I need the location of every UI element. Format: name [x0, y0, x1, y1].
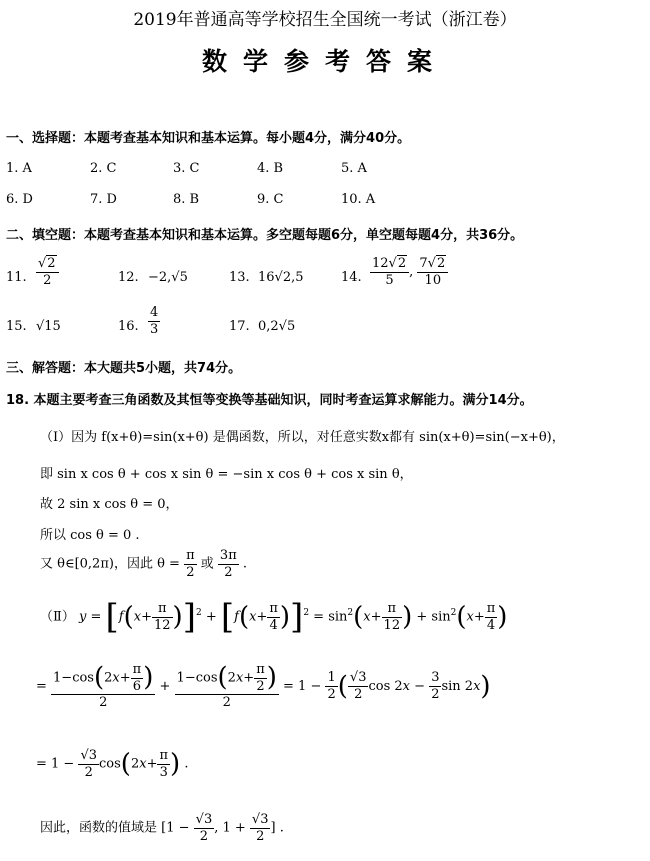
fill-answer-15: √15 — [36, 319, 61, 334]
section1-heading: 一、选择题：本题考查基本知识和基本运算。每小题4分，满分40分。 — [6, 131, 411, 146]
solution-line-1: （I）因为 f(x+θ)=sin(x+θ) 是偶函数，所以，对任意实数x都有 sin(x+θ)=sin(−x+θ)， — [40, 430, 565, 445]
fill-label-12: 12. — [118, 270, 139, 285]
solution-line-5: 又 θ∈[0,2π)，因此 θ = $\frac{\pi}{2}$ 或 $\frac{3\pi}{2}$ . — [40, 548, 248, 580]
answer-2: 2. C — [90, 161, 117, 176]
fill-label-16: 16. — [118, 319, 139, 334]
answer-6: 6. D — [6, 192, 33, 207]
fill-label-11: 11. — [6, 270, 27, 285]
answer-3: 3. C — [173, 161, 200, 176]
answer-4: 4. B — [257, 161, 284, 176]
answer-1: 1. A — [6, 161, 32, 176]
fill-label-15: 15. — [6, 319, 27, 334]
question18-heading: 18. 本题主要考查三角函数及其恒等变换等基础知识，同时考查运算求解能力。满分14分。 — [6, 393, 533, 408]
fill-answer-12: −2,√5 — [148, 270, 188, 285]
answer-10: 10. A — [341, 192, 376, 207]
document-title: 2019年普通高等学校招生全国统一考试（浙江卷） — [133, 10, 517, 30]
section2-heading: 二、填空题：本题考查基本知识和基本运算。多空题每题6分，单空题每题4分，共36分。 — [6, 228, 524, 243]
solution-line-6: （Ⅱ） y = [f(x+ $\frac{\pi}{12}$ )]$^2$ + [f(x+ $\frac{\pi}{4}$ )]$^2 = \sin^2(x+$ $\frac{\pi}{12}$ ) + $\sin^2(x+$ $\frac{\pi}{4}$ ) — [40, 597, 508, 637]
fill-answer-16: $\frac{4}{3}$ — [150, 305, 159, 337]
fill-answer-13: 16√2,5 — [258, 270, 304, 285]
solution-line-4: 所以 cos θ = 0 . — [40, 528, 140, 543]
fill-label-17: 17. — [229, 319, 250, 334]
solution-line-3: 故 2 sin x cos θ = 0， — [40, 497, 179, 512]
answer-7: 7. D — [90, 192, 117, 207]
answer-5: 5. A — [341, 161, 367, 176]
document-subtitle: 数学参考答案 — [201, 47, 448, 76]
fill-label-14: 14. — [341, 270, 362, 285]
fill-label-13: 13. — [229, 270, 250, 285]
solution-line-7: = 1−cos(2x+ $\frac{\pi}{6}$ ) 2 + 1−cos(2x+ $\frac{\pi}{2}$ ) 2 = 1 − $\frac{1}{2}$ ( $\frac{√3}{2}$ cos 2x − $\frac{3}{2}$ sin 2x) — [36, 662, 491, 711]
fill-answer-14: $\frac{12√2}{5}$ , $\frac{7√2}{10}$ — [370, 256, 448, 288]
solution-line-8: = 1 − $\frac{√3}{2}$ cos(2x+ $\frac{\pi}{3}$ ) . — [36, 748, 189, 780]
fill-answer-17: 0,2√5 — [258, 319, 296, 334]
section3-heading: 三、解答题：本大题共5小题，共74分。 — [6, 361, 242, 376]
solution-line-9: 因此，函数的值域是 [1 − $\frac{√3}{2}$ , 1 + $\frac{√3}{2}$ ] . — [40, 812, 284, 844]
answer-8: 8. B — [173, 192, 200, 207]
solution-line-2: 即 sin x cos θ + cos x sin θ = −sin x cos θ + cos x sin θ， — [40, 467, 413, 482]
answer-9: 9. C — [257, 192, 284, 207]
fill-answer-11: $\frac{√2}{2}$ — [36, 256, 59, 288]
